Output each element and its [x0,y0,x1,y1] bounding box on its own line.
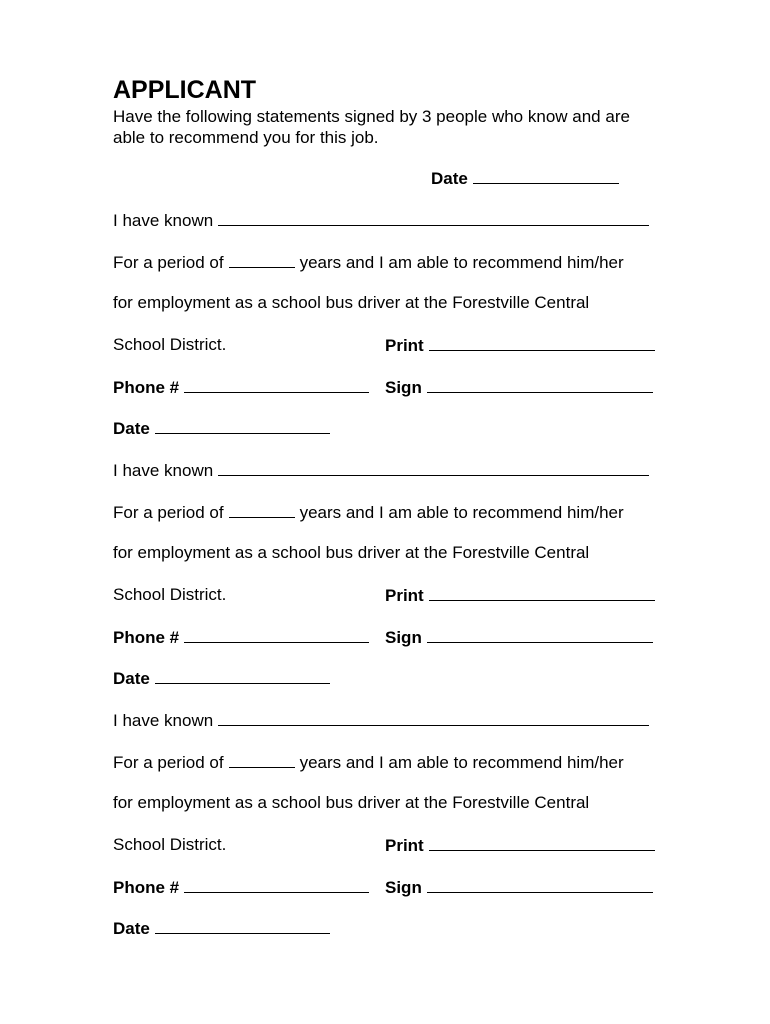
print-label: Print [385,586,424,605]
employment-text: for employment as a school bus driver at the Forestville Central [113,543,590,562]
print-row [385,835,655,856]
signature-field[interactable] [427,877,653,893]
instructions-line-2: able to recommend you for this job. [113,128,379,147]
district-text: School District. [113,585,227,604]
sign-label: Sign [385,378,422,397]
period-row [113,252,624,273]
phone-field[interactable] [184,627,369,643]
years-field[interactable] [229,752,295,768]
period-row [113,752,624,773]
print-row [385,335,655,356]
print-label: Print [385,836,424,855]
phone-label: Phone # [113,378,180,397]
date-field[interactable] [155,918,330,934]
years-field[interactable] [229,502,295,518]
print-row [385,585,655,606]
district-text: School District. [113,835,227,854]
sign-label: Sign [385,628,422,647]
years-field[interactable] [229,252,295,268]
period-row [113,502,624,523]
date-field[interactable] [155,418,330,434]
known-row [113,460,649,481]
date-field[interactable] [155,668,330,684]
sign-row [385,877,653,898]
known-name-field[interactable] [218,460,649,476]
date-label: Date [113,669,150,688]
period-label: For a period of [113,503,224,522]
date-label: Date [113,919,150,938]
applicant-date-label: Date [431,169,468,188]
known-label: I have known [113,461,214,480]
period-suffix: years and I am able to recommend him/her [299,753,624,772]
print-label: Print [385,336,424,355]
applicant-date-field[interactable] [473,168,619,184]
known-label: I have known [113,711,214,730]
print-name-field[interactable] [429,835,655,851]
known-row [113,210,649,231]
print-name-field[interactable] [429,585,655,601]
phone-label: Phone # [113,628,180,647]
sign-label: Sign [385,878,422,897]
date-label: Date [113,419,150,438]
signature-field[interactable] [427,627,653,643]
known-name-field[interactable] [218,710,649,726]
employment-text: for employment as a school bus driver at the Forestville Central [113,293,590,312]
print-name-field[interactable] [429,335,655,351]
phone-row [113,377,369,398]
instructions-text [113,106,630,148]
employment-text: for employment as a school bus driver at the Forestville Central [113,793,590,812]
period-suffix: years and I am able to recommend him/her [299,503,624,522]
period-suffix: years and I am able to recommend him/her [299,253,624,272]
period-label: For a period of [113,753,224,772]
known-label: I have known [113,211,214,230]
phone-row [113,627,369,648]
phone-field[interactable] [184,377,369,393]
page-title: APPLICANT [113,76,257,104]
phone-row [113,877,369,898]
sign-row [385,627,653,648]
known-row [113,710,649,731]
date-row [113,668,330,689]
date-row [113,418,330,439]
applicant-date-row [431,168,619,189]
district-text: School District. [113,335,227,354]
sign-row [385,377,653,398]
instructions-line-1: Have the following statements signed by 3 people who know and are [113,107,630,126]
phone-label: Phone # [113,878,180,897]
signature-field[interactable] [427,377,653,393]
date-row [113,918,330,939]
known-name-field[interactable] [218,210,649,226]
phone-field[interactable] [184,877,369,893]
period-label: For a period of [113,253,224,272]
